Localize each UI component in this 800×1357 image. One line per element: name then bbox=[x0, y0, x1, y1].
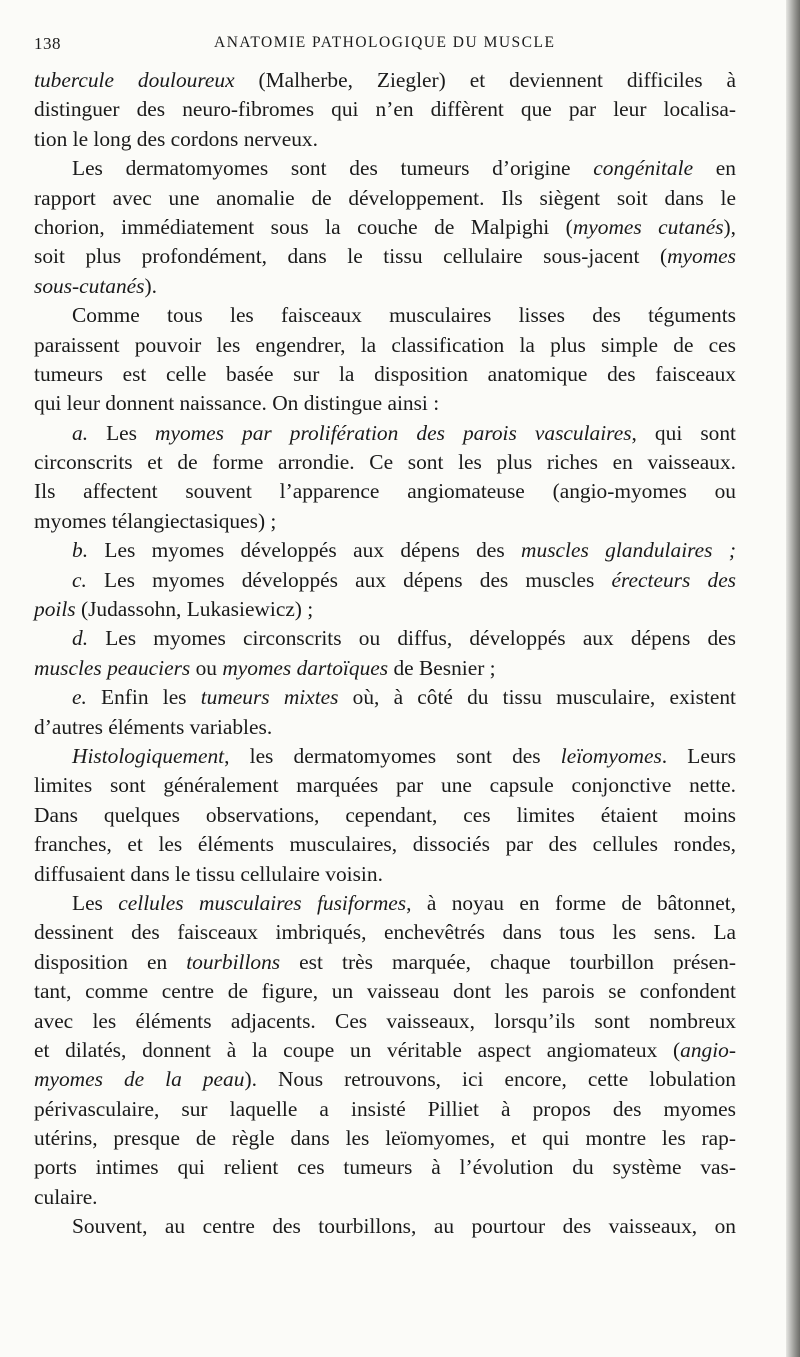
text-line bbox=[34, 213, 736, 242]
text-run: Les myomes circonscrits ou diffus, développés aux dépens des bbox=[88, 626, 736, 651]
text-run: qui leur donnent naissance. On distingue ainsi : bbox=[34, 391, 440, 416]
text-run: ). Nous retrouvons, ici encore, cette lobulation bbox=[244, 1067, 737, 1092]
text-line bbox=[34, 1036, 736, 1065]
text-run: avec les éléments adjacents. Ces vaisseaux, lorsqu’ils sont nombreux bbox=[34, 1008, 736, 1033]
italic-text: Histologiquement bbox=[72, 743, 225, 768]
text-run: culaire. bbox=[34, 1184, 98, 1209]
page-edge-shadow bbox=[786, 0, 800, 1357]
text-run: utérins, presque de règle dans les leïomyomes, et qui montre les rap- bbox=[34, 1126, 736, 1151]
italic-text: tumeurs mixtes bbox=[200, 685, 339, 710]
text-line bbox=[34, 184, 736, 213]
text-line bbox=[34, 860, 736, 889]
text-run: tant, comme centre de figure, un vaisseau dont les parois se confondent bbox=[34, 979, 736, 1004]
text-run: circonscrits et de forme arrondie. Ce sont les plus riches en vaisseaux. bbox=[34, 450, 736, 475]
text-run: dessinent des faisceaux imbriqués, enchevêtrés dans tous les sens. La bbox=[34, 920, 736, 945]
text-line bbox=[34, 683, 736, 712]
text-line bbox=[34, 1153, 736, 1182]
text-line bbox=[34, 713, 736, 742]
body-text bbox=[34, 66, 736, 1242]
text-line bbox=[34, 1183, 736, 1212]
text-run: ). bbox=[144, 273, 157, 298]
text-run: Les dermatomyomes sont des tumeurs d’origine bbox=[72, 156, 594, 181]
text-run: limites sont généralement marquées par une capsule conjonctive nette. bbox=[34, 773, 736, 798]
text-line bbox=[34, 801, 736, 830]
text-line bbox=[34, 301, 736, 330]
italic-text: b. bbox=[72, 538, 89, 563]
italic-text: myomes cutanés bbox=[572, 214, 724, 239]
text-line bbox=[34, 595, 736, 624]
text-run: paraissent pouvoir les engendrer, la classification la plus simple de ces bbox=[34, 332, 736, 357]
text-line bbox=[34, 889, 736, 918]
text-run: , à noyau en forme de bâtonnet, bbox=[406, 890, 736, 915]
text-run: Souvent, au centre des tourbillons, au pourtour des vaisseaux, on bbox=[72, 1214, 736, 1239]
text-run: ou bbox=[190, 655, 223, 680]
text-line bbox=[34, 654, 736, 683]
text-line bbox=[34, 507, 736, 536]
text-run: Enfin les bbox=[86, 685, 201, 710]
text-run: Les bbox=[72, 890, 119, 915]
italic-text: sous-cutanés bbox=[34, 273, 145, 298]
text-run: Les myomes développés aux dépens des bbox=[88, 538, 522, 563]
italic-text: érecteurs des bbox=[611, 567, 737, 592]
text-line bbox=[34, 154, 736, 183]
text-line bbox=[34, 624, 736, 653]
text-line bbox=[34, 389, 736, 418]
text-line bbox=[34, 242, 736, 271]
italic-text: muscles glandulaires ; bbox=[521, 538, 736, 563]
text-run: Comme tous les faisceaux musculaires lisses des téguments bbox=[72, 303, 736, 328]
text-run: (Judassohn, Lukasiewicz) ; bbox=[75, 597, 314, 622]
text-run: franches, et les éléments musculaires, dissociés par des cellules rondes, bbox=[34, 832, 736, 857]
text-run: Les bbox=[88, 420, 156, 445]
text-run: ports intimes qui relient ces tumeurs à l’évolution du système vas- bbox=[34, 1155, 736, 1180]
italic-text: congénitale bbox=[593, 156, 694, 181]
text-run: rapport avec une anomalie de développement. Ils siègent soit dans le bbox=[34, 185, 736, 210]
text-line bbox=[34, 1007, 736, 1036]
text-line bbox=[34, 771, 736, 800]
running-title: ANATOMIE PATHOLOGIQUE DU MUSCLE bbox=[214, 34, 556, 51]
text-run: ), bbox=[723, 214, 737, 239]
italic-text: myomes par prolifération des parois vasculaires bbox=[155, 420, 632, 445]
text-run: en bbox=[693, 156, 736, 181]
italic-text: d. bbox=[72, 626, 89, 651]
italic-text: leïomyomes bbox=[560, 743, 662, 768]
italic-text: tubercule douloureux bbox=[34, 68, 235, 92]
text-run: soit plus profondément, dans le tissu cellulaire sous-jacent ( bbox=[34, 244, 668, 269]
text-line bbox=[34, 1212, 736, 1241]
italic-text: myomes bbox=[667, 244, 736, 269]
text-line bbox=[34, 536, 736, 565]
text-run: et dilatés, donnent à la coupe un véritable aspect angiomateux ( bbox=[34, 1037, 681, 1062]
italic-text: myomes dartoïques bbox=[222, 655, 389, 680]
italic-text: cellules musculaires fusiformes bbox=[118, 890, 407, 915]
italic-text: e. bbox=[72, 685, 87, 710]
italic-text: a. bbox=[72, 420, 89, 445]
text-run: tumeurs est celle basée sur la disposition anatomique des faisceaux bbox=[34, 361, 736, 386]
text-run: disposition en bbox=[34, 949, 187, 974]
text-line bbox=[34, 331, 736, 360]
text-line bbox=[34, 272, 736, 301]
text-line bbox=[34, 948, 736, 977]
text-run: Dans quelques observations, cependant, ces limites étaient moins bbox=[34, 802, 736, 827]
text-run: myomes télangiectasiques) ; bbox=[34, 508, 277, 533]
text-run: distinguer des neuro-fibromes qui n’en diffèrent que par leur localisa- bbox=[34, 97, 736, 122]
text-line bbox=[34, 66, 736, 95]
text-run: chorion, immédiatement sous la couche de Malpighi ( bbox=[34, 214, 573, 239]
text-run: de Besnier ; bbox=[388, 655, 496, 680]
text-line bbox=[34, 830, 736, 859]
text-run: , qui sont bbox=[631, 420, 736, 445]
text-run: où, à côté du tissu musculaire, existent bbox=[338, 685, 737, 710]
italic-text: muscles peauciers bbox=[34, 655, 191, 680]
italic-text: angio- bbox=[680, 1037, 736, 1062]
text-run: tion le long des cordons nerveux. bbox=[34, 126, 318, 151]
text-line bbox=[34, 360, 736, 389]
text-run: Les myomes développés aux dépens des muscles bbox=[86, 567, 612, 592]
text-line bbox=[34, 419, 736, 448]
text-run: (Malherbe, Ziegler) et deviennent difficiles à bbox=[234, 68, 736, 92]
text-line bbox=[34, 1124, 736, 1153]
text-line bbox=[34, 977, 736, 1006]
italic-text: c. bbox=[72, 567, 87, 592]
text-run: . Leurs bbox=[661, 743, 736, 768]
text-line bbox=[34, 477, 736, 506]
text-line bbox=[34, 125, 736, 154]
italic-text: tourbillons bbox=[186, 949, 281, 974]
page-header bbox=[34, 34, 734, 60]
text-line bbox=[34, 918, 736, 947]
text-run: d’autres éléments variables. bbox=[34, 714, 273, 739]
text-run: diffusaient dans le tissu cellulaire voisin. bbox=[34, 861, 383, 886]
text-line bbox=[34, 448, 736, 477]
text-run: Ils affectent souvent l’apparence angiomateuse (angio-myomes ou bbox=[34, 479, 736, 504]
text-line bbox=[34, 742, 736, 771]
italic-text: myomes de la peau bbox=[34, 1067, 245, 1092]
text-run: est très marquée, chaque tourbillon présen- bbox=[280, 949, 736, 974]
italic-text: poils bbox=[34, 597, 76, 622]
page-number: 138 bbox=[34, 34, 61, 53]
text-run: , les dermatomyomes sont des bbox=[224, 743, 561, 768]
text-line bbox=[34, 566, 736, 595]
text-line bbox=[34, 1095, 736, 1124]
text-line bbox=[34, 95, 736, 124]
text-line bbox=[34, 1065, 736, 1094]
text-run: périvasculaire, sur laquelle a insisté Pilliet à propos des myomes bbox=[34, 1096, 736, 1121]
